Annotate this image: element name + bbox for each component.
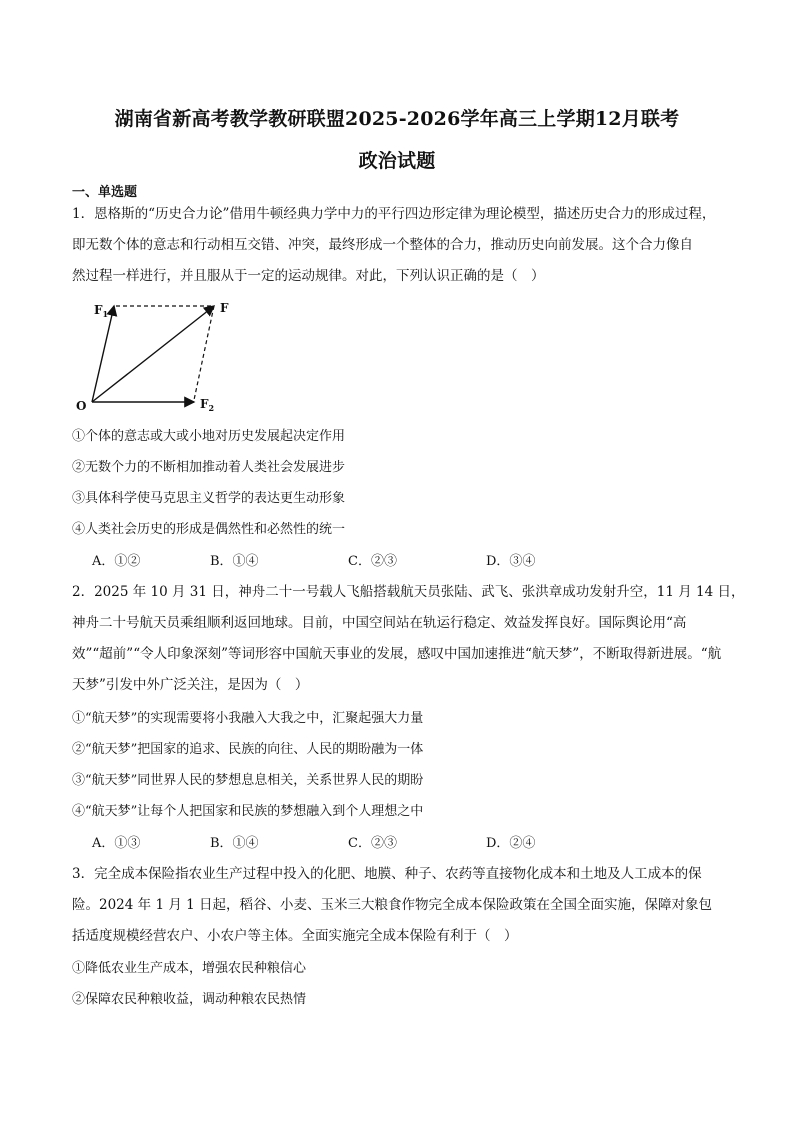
q1-option-1: ①个体的意志或大或小地对历史发展起决定作用 [72,429,346,444]
q1-option-3: ③具体科学使马克思主义哲学的表达更生动形象 [72,491,346,506]
q3-option-2: ②保障农民种粮收益，调动种粮农民热情 [72,992,307,1007]
q2-line-1: 2．2025 年 10 月 31 日，神舟二十一号载人飞船搭载航天员张陆、武飞、张洪章成功发射升空，11 月 14 日， [72,584,745,600]
q1-choice-a[interactable]: A．①② [92,554,141,569]
q3-line-2: 险。2024 年 1 月 1 日起，稻谷、小麦、玉米三大粮食作物完全成本保险政策在全国全面实施，保障对象包 [72,897,712,913]
section-heading: 一、单选题 [72,185,138,200]
q1-option-2: ②无数个力的不断相加推动着人类社会发展进步 [72,460,346,475]
q1-line-1: 1．恩格斯的“历史合力论”借用牛顿经典力学中力的平行四边形定律为理论模型，描述历史合力的形成过程， [72,206,716,222]
q1-choice-c[interactable]: C．②③ [348,554,397,569]
label-o: O [76,399,87,413]
label-f2: $F_2$ [200,397,215,413]
q2-option-3: ③“航天梦”同世界人民的梦想息息相关，关系世界人民的期盼 [72,773,424,788]
q2-option-4: ④“航天梦”让每个人把国家和民族的梦想融入到个人理想之中 [72,804,424,819]
q2-choice-d[interactable]: D．②④ [486,836,536,851]
q1-line-2: 即无数个体的意志和行动相互交错、冲突，最终形成一个整体的合力，推动历史向前发展。这个合力像自 [72,237,693,253]
q3-line-3: 括适度规模经营农户、小农户等主体。全面实施完全成本保险有利于（ ） [72,928,518,944]
q1-choice-b[interactable]: B．①④ [210,554,259,569]
question-1-stem [72,199,727,292]
exam-title: 湖南省新高考教学教研联盟2025-2026学年高三上学期12月联考 [114,108,680,130]
question-2-stem [72,577,745,701]
q2-option-2: ②“航天梦”把国家的追求、民族的向往、人民的期盼融为一体 [72,742,424,757]
label-f: F [220,301,229,315]
q3-option-1: ①降低农业生产成本，增强农民种粮信心 [72,961,307,976]
q2-option-1: ①“航天梦”的实现需要将小我融入大我之中，汇聚起强大力量 [72,711,424,726]
q2-line-4: 天梦”引发中外广泛关注，是因为（ ） [72,677,309,693]
q2-choice-b[interactable]: B．①④ [210,836,259,851]
label-f1: $F_1$ [94,303,109,319]
q3-line-1: 3．完全成本保险指农业生产过程中投入的化肥、地膜、种子、农药等直接物化成本和土地及人工成本的保 [72,866,702,882]
q2-line-2: 神舟二十号航天员乘组顺利返回地球。目前，中国空间站在轨运行稳定、效益发挥良好。国际舆论用“高 [72,615,687,631]
q1-line-3: 然过程一样进行，并且服从于一定的运动规律。对此，下列认识正确的是（ ） [72,268,545,284]
question-3-stem [72,859,727,952]
q2-choice-a[interactable]: A．①③ [92,836,141,851]
force-parallelogram-diagram [72,298,242,418]
q1-choice-d[interactable]: D．③④ [486,554,536,569]
exam-subtitle: 政治试题 [358,150,436,172]
q2-choice-c[interactable]: C．②③ [348,836,397,851]
q1-option-4: ④人类社会历史的形成是偶然性和必然性的统一 [72,522,346,537]
q2-line-3: 效”“超前”“令人印象深刻”等词形容中国航天事业的发展，感叹中国加速推进“航天梦”，不断取得新进展。“航 [72,646,722,662]
